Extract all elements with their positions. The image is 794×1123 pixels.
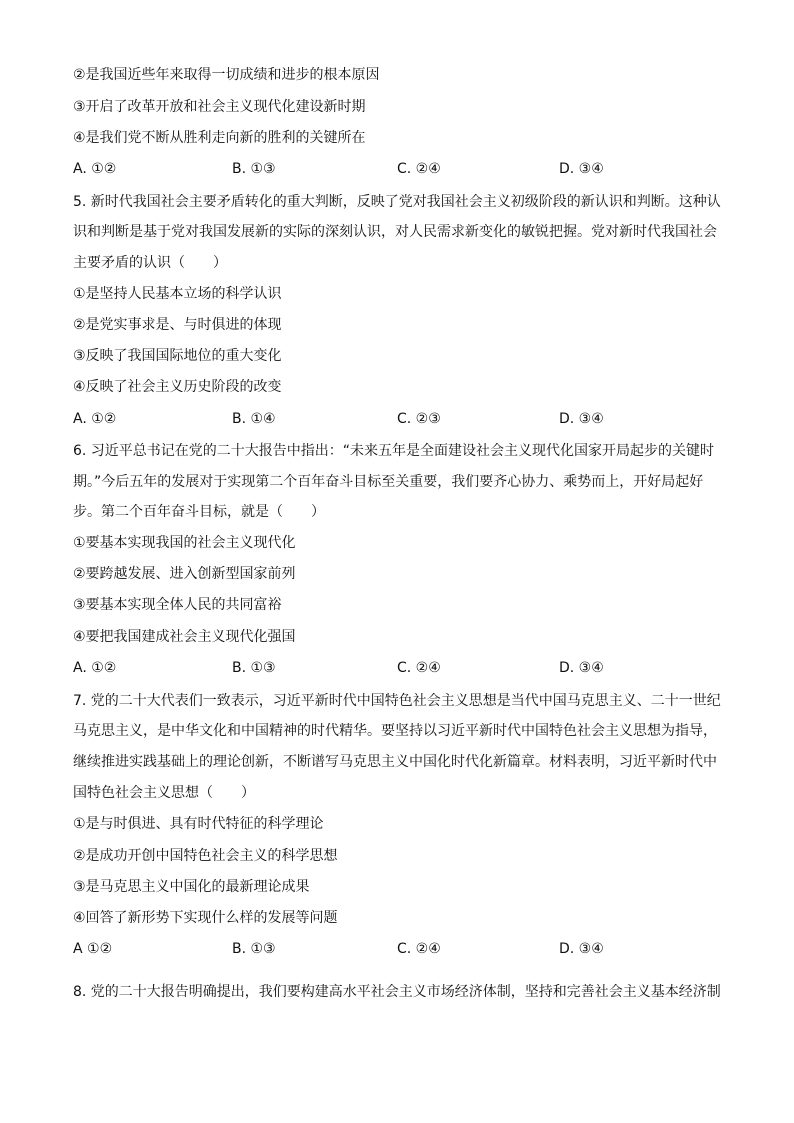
q5-option-a[interactable]: A. ①② bbox=[73, 411, 117, 427]
q5-option-c[interactable]: C. ②③ bbox=[397, 411, 441, 427]
q5-option-d[interactable]: D. ③④ bbox=[559, 411, 604, 427]
q5-statement-2: ②是党实事求是、与时俱进的体现 bbox=[73, 317, 282, 333]
q7-option-d[interactable]: D. ③④ bbox=[559, 941, 604, 957]
q6-statement-2: ②要跨越发展、进入创新型国家前列 bbox=[73, 566, 296, 582]
q4-option-b[interactable]: B. ①③ bbox=[232, 161, 276, 177]
q6-option-c[interactable]: C. ②④ bbox=[397, 660, 441, 676]
q5-option-b[interactable]: B. ①④ bbox=[232, 411, 276, 427]
q6-option-d[interactable]: D. ③④ bbox=[559, 660, 604, 676]
q6-statement-3: ③要基本实现全体人民的共同富裕 bbox=[73, 597, 282, 613]
q7-stem-line-3: 继续推进实践基础上的理论创新，不断谱写马克思主义中国化时代化新篇章。材料表明，习近平新时代中 bbox=[73, 754, 717, 770]
q5-stem-line-3: 主要矛盾的认识（ ） bbox=[73, 255, 227, 271]
q6-statement-4: ④要把我国建成社会主义现代化强国 bbox=[73, 629, 296, 645]
q4-statement-2: ②是我国近些年来取得一切成绩和进步的根本原因 bbox=[73, 67, 380, 83]
q4-option-c[interactable]: C. ②④ bbox=[397, 161, 441, 177]
q4-option-d[interactable]: D. ③④ bbox=[559, 161, 604, 177]
q7-option-a[interactable]: A ①② bbox=[73, 941, 113, 957]
q6-option-b[interactable]: B. ①③ bbox=[232, 660, 276, 676]
q7-stem-line-2: 马克思主义，是中华文化和中国精神的时代精华。要坚持以习近平新时代中国特色社会主义思想为指导， bbox=[73, 723, 717, 739]
q6-options bbox=[73, 658, 723, 678]
q6-stem-line-1: 6. 习近平总书记在党的二十大报告中指出：“未来五年是全面建设社会主义现代化国家开局起步的关键时 bbox=[73, 443, 715, 459]
q8-stem-line-1: 8. 党的二十大报告明确提出，我们要构建高水平社会主义市场经济体制，坚持和完善社会主义基本经济制 bbox=[73, 984, 721, 1000]
q7-option-b[interactable]: B. ①③ bbox=[232, 941, 276, 957]
q5-statement-3: ③反映了我国国际地位的重大变化 bbox=[73, 348, 282, 364]
q7-options bbox=[73, 939, 723, 959]
q5-stem-line-1: 5. 新时代我国社会主要矛盾转化的重大判断，反映了党对我国社会主义初级阶段的新认识和判断。这种认 bbox=[73, 194, 721, 210]
q4-options bbox=[73, 159, 723, 179]
q5-options bbox=[73, 409, 723, 429]
q7-stem-line-1: 7. 党的二十大代表们一致表示，习近平新时代中国特色社会主义思想是当代中国马克思主义、二十一世纪 bbox=[73, 693, 721, 709]
q4-option-a[interactable]: A. ①② bbox=[73, 161, 117, 177]
q6-stem-line-2: 期。”今后五年的发展对于实现第二个百年奋斗目标至关重要，我们要齐心协力、乘势而上，开好局起好 bbox=[73, 474, 704, 490]
q7-statement-3: ③是马克思主义中国化的最新理论成果 bbox=[73, 879, 310, 895]
q7-statement-4: ④回答了新形势下实现什么样的发展等问题 bbox=[73, 910, 338, 926]
q5-stem-line-2: 识和判断是基于党对我国发展新的实际的深刻认识，对人民需求新变化的敏锐把握。党对新时代我国社会 bbox=[73, 224, 717, 240]
q4-statement-4: ④是我们党不断从胜利走向新的胜利的关键所在 bbox=[73, 130, 366, 146]
q7-statement-2: ②是成功开创中国特色社会主义的科学思想 bbox=[73, 848, 338, 864]
q6-stem-line-3: 步。第二个百年奋斗目标，就是（ ） bbox=[73, 504, 325, 520]
q7-statement-1: ①是与时俱进、具有时代特征的科学理论 bbox=[73, 816, 324, 832]
q5-statement-1: ①是坚持人民基本立场的科学认识 bbox=[73, 286, 282, 302]
q6-option-a[interactable]: A. ①② bbox=[73, 660, 117, 676]
q5-statement-4: ④反映了社会主义历史阶段的改变 bbox=[73, 379, 282, 395]
q7-option-c[interactable]: C. ②④ bbox=[397, 941, 441, 957]
q6-statement-1: ①要基本实现我国的社会主义现代化 bbox=[73, 535, 296, 551]
q4-statement-3: ③开启了改革开放和社会主义现代化建设新时期 bbox=[73, 99, 366, 115]
q7-stem-line-4: 国特色社会主义思想（ ） bbox=[73, 785, 255, 801]
